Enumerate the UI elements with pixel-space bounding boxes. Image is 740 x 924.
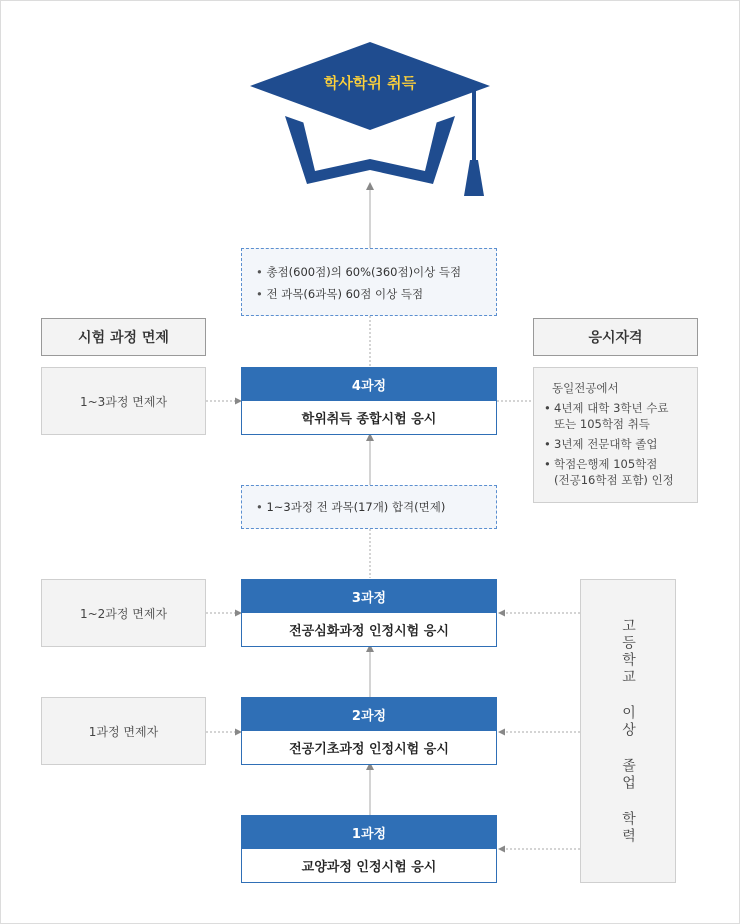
course4-requirement-box <box>241 485 497 529</box>
course-name: 전공심화과정 인정시험 응시 <box>289 624 449 639</box>
eligibility-item: • 4년제 대학 3학년 수료 또는 105학점 취득 <box>544 400 689 432</box>
course-stage: 2과정 <box>242 698 496 731</box>
course-name: 교양과정 인정시험 응시 <box>301 860 437 875</box>
high-school-requirement-box <box>580 579 676 883</box>
exemption-box: 1과정 면제자 <box>41 697 206 765</box>
eligibility-header: 응시자격 <box>533 318 698 356</box>
exemption-box: 1~3과정 면제자 <box>41 367 206 435</box>
course-stage: 1과정 <box>242 816 496 849</box>
course-stage: 4과정 <box>242 368 496 401</box>
degree-requirement-box <box>241 248 497 316</box>
high-school-label: 고등학교 이상 졸업 학력 <box>620 617 636 845</box>
course-stage: 3과정 <box>242 580 496 613</box>
requirement-item: • 총점(600점)의 60%(360점)이상 득점 <box>256 261 496 283</box>
course-2 <box>241 697 497 765</box>
eligibility-box <box>533 367 698 503</box>
course-3 <box>241 579 497 647</box>
exemption-box: 1~2과정 면제자 <box>41 579 206 647</box>
course-name: 전공기초과정 인정시험 응시 <box>289 742 449 757</box>
requirement-item: • 전 과목(6과목) 60점 이상 득점 <box>256 283 496 305</box>
requirement-item: • 1~3과정 전 과목(17개) 합격(면제) <box>256 496 496 518</box>
course-1 <box>241 815 497 883</box>
eligibility-item: • 학점은행제 105학점 (전공16학점 포함) 인정 <box>544 456 689 488</box>
degree-title: 학사학위 취득 <box>323 74 417 92</box>
exemption-header: 시험 과정 면제 <box>41 318 206 356</box>
graduation-cap-icon <box>250 42 490 196</box>
eligibility-item: • 3년제 전문대학 졸업 <box>544 436 689 452</box>
course-name: 학위취득 종합시험 응시 <box>301 412 437 427</box>
course-4 <box>241 367 497 435</box>
eligibility-intro: 동일전공에서 <box>552 381 619 395</box>
